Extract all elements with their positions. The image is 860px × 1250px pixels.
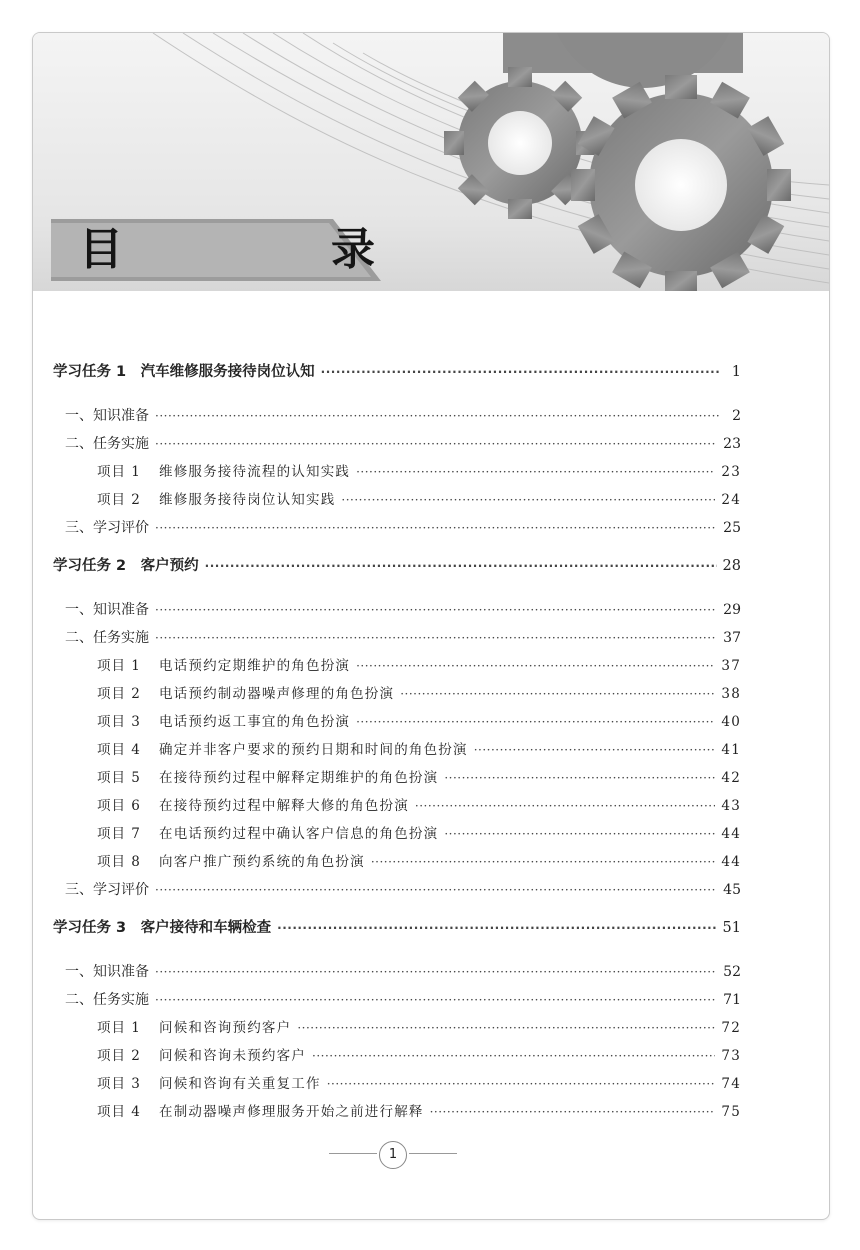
page-ref: 74	[721, 1076, 741, 1092]
toc-item[interactable]	[97, 740, 741, 760]
toc-item[interactable]	[97, 824, 741, 844]
page-ref: 38	[721, 686, 741, 702]
item-label: 在接待预约过程中解释大修的角色扮演	[159, 798, 409, 814]
toc-item[interactable]	[97, 462, 741, 482]
toc-task-3[interactable]	[53, 918, 741, 938]
item-code: 项目 5	[97, 770, 141, 786]
item-label: 问候和咨询预约客户	[159, 1020, 292, 1036]
dot-leader	[356, 656, 715, 676]
item-label: 电话预约定期维护的角色扮演	[159, 658, 351, 674]
item-label: 电话预约返工事宜的角色扮演	[159, 714, 351, 730]
dot-leader	[155, 628, 717, 648]
item-label: 向客户推广预约系统的角色扮演	[159, 854, 365, 870]
dot-leader	[474, 740, 716, 760]
page-ref: 73	[721, 1048, 741, 1064]
item-code: 项目 2	[97, 492, 141, 508]
toc-item[interactable]	[97, 1102, 741, 1122]
dot-leader	[277, 918, 716, 938]
dot-leader	[356, 712, 715, 732]
item-code: 项目 6	[97, 798, 141, 814]
toc-item[interactable]	[97, 684, 741, 704]
dot-leader	[321, 362, 721, 382]
page-ref: 23	[721, 464, 741, 480]
page-ref: 37	[723, 630, 741, 646]
page-ref: 1	[731, 364, 741, 380]
toc-item[interactable]	[97, 1018, 741, 1038]
toc-section-label: 二、任务实施	[65, 630, 149, 646]
item-code: 项目 7	[97, 826, 141, 842]
page-ref: 28	[722, 558, 741, 574]
toc-task-3-label: 学习任务 3 客户接待和车辆检查	[53, 920, 272, 936]
page-ref: 25	[723, 520, 741, 536]
gear-top-icon	[503, 33, 743, 88]
page-ref: 23	[723, 436, 741, 452]
page-number: 1	[379, 1141, 407, 1169]
page-ref: 41	[721, 742, 741, 758]
toc-task-2-label: 学习任务 2 客户预约	[53, 558, 199, 574]
page-ref: 42	[721, 770, 741, 786]
toc-section-label: 三、学习评价	[65, 520, 149, 536]
dot-leader	[400, 684, 715, 704]
toc-item[interactable]	[97, 490, 741, 510]
dot-leader	[205, 556, 717, 576]
page-ref: 29	[723, 602, 741, 618]
item-label: 在接待预约过程中解释定期维护的角色扮演	[159, 770, 439, 786]
dot-leader	[155, 600, 717, 620]
page-ref: 45	[723, 882, 741, 898]
dot-leader	[155, 990, 717, 1010]
dot-leader	[356, 462, 715, 482]
page-title: 目 录	[79, 224, 457, 275]
page-footer	[329, 1139, 459, 1169]
dot-leader	[155, 880, 717, 900]
item-label: 问候和咨询有关重复工作	[159, 1076, 321, 1092]
toc-section[interactable]	[65, 628, 741, 648]
toc-section[interactable]	[65, 990, 741, 1010]
item-code: 项目 2	[97, 1048, 141, 1064]
toc-item[interactable]	[97, 768, 741, 788]
dot-leader	[155, 434, 717, 454]
page-ref: 52	[723, 964, 741, 980]
page-ref: 40	[721, 714, 741, 730]
page-ref: 75	[721, 1104, 741, 1120]
toc-task-2[interactable]	[53, 556, 741, 576]
toc-section-label: 一、知识准备	[65, 602, 149, 618]
item-code: 项目 1	[97, 658, 141, 674]
document-page	[32, 32, 830, 1220]
item-code: 项目 3	[97, 1076, 141, 1092]
toc-item[interactable]	[97, 852, 741, 872]
toc-section[interactable]	[65, 406, 741, 426]
dot-leader	[155, 518, 717, 538]
item-label: 维修服务接待岗位认知实践	[159, 492, 336, 508]
page-ref: 37	[721, 658, 741, 674]
page-ref: 24	[721, 492, 741, 508]
toc-section-label: 一、知识准备	[65, 964, 149, 980]
item-code: 项目 2	[97, 686, 141, 702]
dot-leader	[155, 406, 721, 426]
item-code: 项目 4	[97, 1104, 141, 1120]
item-label: 在电话预约过程中确认客户信息的角色扮演	[159, 826, 439, 842]
footer-rule-left	[329, 1153, 377, 1154]
item-label: 维修服务接待流程的认知实践	[159, 464, 351, 480]
dot-leader	[312, 1046, 715, 1066]
dot-leader	[371, 852, 716, 872]
toc-task-1-label: 学习任务 1 汽车维修服务接待岗位认知	[53, 364, 315, 380]
page-ref: 44	[721, 826, 741, 842]
toc-section-label: 二、任务实施	[65, 436, 149, 452]
dot-leader	[444, 824, 715, 844]
item-label: 电话预约制动器噪声修理的角色扮演	[159, 686, 395, 702]
toc-task-1[interactable]	[53, 362, 741, 382]
page-ref: 72	[721, 1020, 741, 1036]
toc-item[interactable]	[97, 1046, 741, 1066]
item-code: 项目 4	[97, 742, 141, 758]
page-ref: 43	[721, 798, 741, 814]
toc-item[interactable]	[97, 1074, 741, 1094]
dot-leader	[155, 962, 717, 982]
dot-leader	[341, 490, 715, 510]
toc-item[interactable]	[97, 796, 741, 816]
item-code: 项目 8	[97, 854, 141, 870]
toc-section[interactable]	[65, 434, 741, 454]
toc-section[interactable]	[65, 518, 741, 538]
item-code: 项目 1	[97, 464, 141, 480]
toc-section-label: 二、任务实施	[65, 992, 149, 1008]
toc-section[interactable]	[65, 962, 741, 982]
toc-section[interactable]	[65, 600, 741, 620]
header-banner	[33, 33, 829, 291]
item-label: 确定并非客户要求的预约日期和时间的角色扮演	[159, 742, 468, 758]
toc-section[interactable]	[65, 880, 741, 900]
item-code: 项目 1	[97, 1020, 141, 1036]
item-label: 问候和咨询未预约客户	[159, 1048, 306, 1064]
dot-leader	[444, 768, 715, 788]
large-gear-icon	[571, 75, 791, 291]
page-ref: 2	[732, 408, 741, 424]
toc-item[interactable]	[97, 712, 741, 732]
page-ref: 44	[721, 854, 741, 870]
toc-item[interactable]	[97, 656, 741, 676]
footer-rule-right	[409, 1153, 457, 1154]
item-code: 项目 3	[97, 714, 141, 730]
page-ref: 71	[723, 992, 741, 1008]
item-label: 在制动器噪声修理服务开始之前进行解释	[159, 1104, 424, 1120]
toc-section-label: 一、知识准备	[65, 408, 149, 424]
page-ref: 51	[722, 920, 741, 936]
dot-leader	[327, 1074, 716, 1094]
dot-leader	[415, 796, 716, 816]
toc-section-label: 三、学习评价	[65, 882, 149, 898]
dot-leader	[297, 1018, 715, 1038]
dot-leader	[430, 1102, 716, 1122]
